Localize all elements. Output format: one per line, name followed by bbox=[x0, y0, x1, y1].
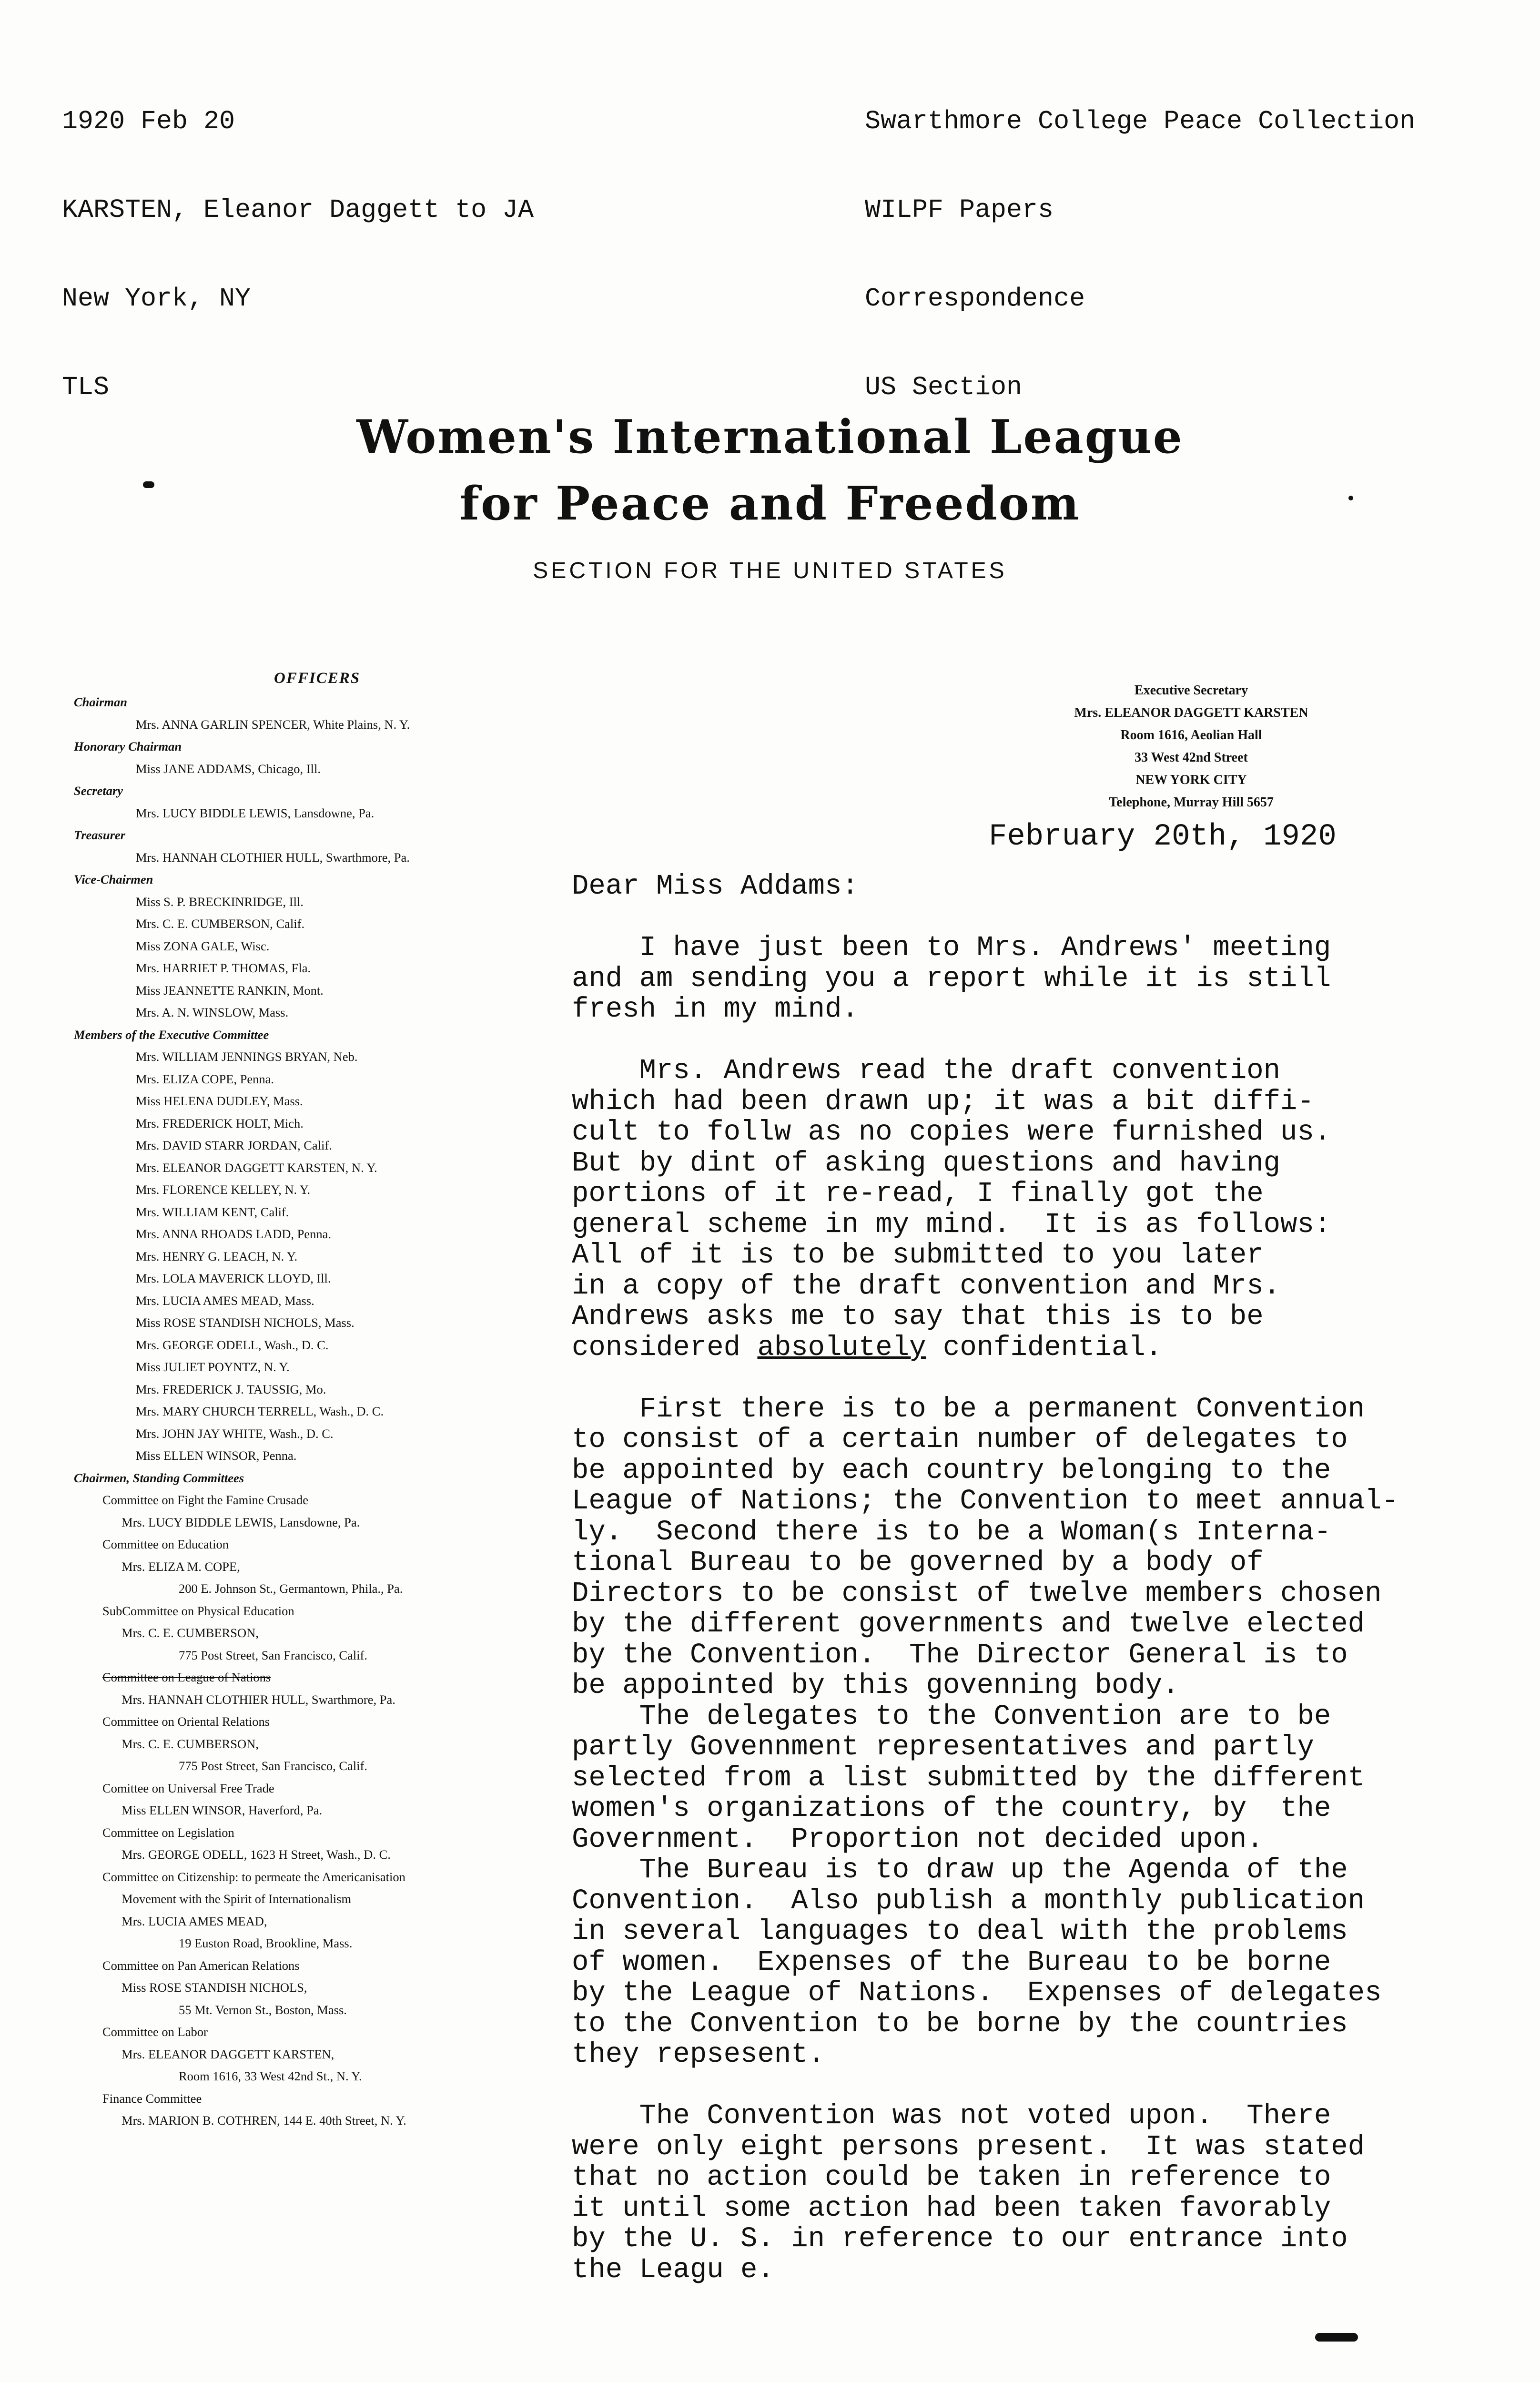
officers-entry-member: Mrs. ANNA GARLIN SPENCER, White Plains, N. Y. bbox=[136, 717, 410, 732]
officers-entry-cmember: Mrs. C. E. CUMBERSON, bbox=[122, 1736, 259, 1751]
officers-entry-cmember: Mrs. LUCIA AMES MEAD, bbox=[122, 1914, 267, 1928]
officers-entry-cmember: Mrs. GEORGE ODELL, 1623 H Street, Wash., D. C. bbox=[122, 1847, 391, 1862]
officers-entry-cmember: Mrs. HANNAH CLOTHIER HULL, Swarthmore, Pa. bbox=[122, 1692, 395, 1707]
letter-body bbox=[572, 871, 1506, 2285]
officers-entry-cmember: Miss ROSE STANDISH NICHOLS, bbox=[122, 1980, 307, 1995]
letter-line: the Leagu e. bbox=[572, 2253, 774, 2286]
officers-entry-member: Mrs. FREDERICK HOLT, Mich. bbox=[136, 1116, 304, 1130]
officers-entry-member: Mrs. WILLIAM KENT, Calif. bbox=[136, 1204, 289, 1219]
letter-line: they repsesent. bbox=[572, 2038, 825, 2070]
scan-mark bbox=[143, 481, 154, 488]
letter-line: considered absolutely confidential. bbox=[572, 1331, 1163, 1364]
officers-entry-member: Mrs. LUCY BIDDLE LEWIS, Lansdowne, Pa. bbox=[136, 805, 375, 820]
letter-line: Andrews asks me to say that this is to be bbox=[572, 1301, 1264, 1333]
officers-entry-cmember: Miss ELLEN WINSOR, Haverford, Pa. bbox=[122, 1803, 323, 1817]
citation-line: New York, NY bbox=[62, 284, 251, 314]
officers-entry-member: Miss JEANNETTE RANKIN, Mont. bbox=[136, 983, 324, 998]
officers-entry-strike: Committee on League of Nations bbox=[102, 1670, 271, 1684]
exec-line: Mrs. ELEANOR DAGGETT KARSTEN bbox=[1074, 705, 1308, 720]
officers-entry-committee: Committee on Legislation bbox=[102, 1825, 234, 1840]
officers-entry-member: Mrs. C. E. CUMBERSON, Calif. bbox=[136, 917, 305, 931]
scan-mark bbox=[1315, 2333, 1358, 2342]
letter-line: Directors to be consist of twelve members chosen bbox=[572, 1577, 1382, 1609]
officers-entry-address: Room 1616, 33 West 42nd St., N. Y. bbox=[179, 2069, 362, 2083]
officers-entry-committee: Comittee on Universal Free Trade bbox=[102, 1781, 274, 1795]
letter-line: and am sending you a report while it is still bbox=[572, 962, 1331, 995]
letter-line: general scheme in my mind. It is as follows: bbox=[572, 1208, 1331, 1241]
letter-line: were only eight persons present. It was stated bbox=[572, 2130, 1365, 2163]
officers-entry-cmember: Mrs. MARION B. COTHREN, 144 E. 40th Street, N. Y. bbox=[122, 2113, 406, 2128]
letter-line: But by dint of asking questions and having bbox=[572, 1147, 1281, 1179]
officers-entry-committee: Committee on Education bbox=[102, 1537, 229, 1551]
letter-line: which had been drawn up; it was a bit diffi- bbox=[572, 1085, 1314, 1118]
letter-line: The Bureau is to draw up the Agenda of the bbox=[572, 1854, 1348, 1886]
letter-line: Government. Proportion not decided upon. bbox=[572, 1823, 1264, 1855]
letter-line: All of it is to be submitted to you later bbox=[572, 1239, 1264, 1271]
officers-entry-member: Miss JANE ADDAMS, Chicago, Ill. bbox=[136, 761, 321, 776]
officers-entry-role: Members of the Executive Committee bbox=[74, 1027, 269, 1042]
officers-entry-committee: SubCommittee on Physical Education bbox=[102, 1603, 294, 1618]
officers-entry-address: 19 Euston Road, Brookline, Mass. bbox=[179, 1936, 353, 1950]
letter-line: to the Convention to be borne by the countries bbox=[572, 2007, 1348, 2040]
officers-entry-committee: Committee on Pan American Relations bbox=[102, 1958, 300, 1973]
letter-line: partly Govennment representatives and partly bbox=[572, 1731, 1314, 1763]
letter-line: I have just been to Mrs. Andrews' meeting bbox=[572, 932, 1331, 964]
officers-entry-member: Mrs. FREDERICK J. TAUSSIG, Mo. bbox=[136, 1382, 326, 1396]
collection-line: Correspondence bbox=[865, 284, 1085, 314]
letter-line: League of Nations; the Convention to meet annual- bbox=[572, 1485, 1398, 1517]
letter-line: Convention. Also publish a monthly publication bbox=[572, 1884, 1365, 1917]
officers-list bbox=[74, 691, 569, 2132]
officers-entry-member: Mrs. A. N. WINSLOW, Mass. bbox=[136, 1005, 289, 1019]
officers-entry-member: Mrs. JOHN JAY WHITE, Wash., D. C. bbox=[136, 1426, 334, 1441]
letter-line: to consist of a certain number of delegates to bbox=[572, 1424, 1348, 1456]
letter-line: Mrs. Andrews read the draft convention bbox=[572, 1055, 1281, 1087]
officers-entry-address: 200 E. Johnson St., Germantown, Phila., Pa. bbox=[179, 1581, 403, 1596]
executive-secretary-block bbox=[1020, 679, 1363, 814]
officers-entry-member: Mrs. ELIZA COPE, Penna. bbox=[136, 1071, 274, 1086]
officers-entry-address: 775 Post Street, San Francisco, Calif. bbox=[179, 1648, 367, 1662]
letter-blank-line bbox=[572, 1363, 1506, 1394]
letter-date: February 20th, 1920 bbox=[989, 820, 1337, 854]
letter-line: portions of it re-read, I finally got the bbox=[572, 1178, 1264, 1210]
officers-entry-member: Mrs. GEORGE ODELL, Wash., D. C. bbox=[136, 1337, 329, 1352]
citation-line: TLS bbox=[62, 372, 110, 402]
officers-entry-member: Mrs. MARY CHURCH TERRELL, Wash., D. C. bbox=[136, 1404, 384, 1418]
letterhead-title-line1: Women's International League bbox=[356, 410, 1184, 464]
letter-line: be appointed by each country belonging to the bbox=[572, 1454, 1331, 1487]
exec-line: Room 1616, Aeolian Hall bbox=[1120, 728, 1262, 743]
exec-line: NEW YORK CITY bbox=[1135, 773, 1247, 787]
underlined-word: absolutely bbox=[757, 1331, 926, 1364]
scan-mark bbox=[1348, 496, 1353, 500]
officers-entry-role: Chairmen, Standing Committees bbox=[74, 1470, 244, 1485]
officers-entry-member: Mrs. ELEANOR DAGGETT KARSTEN, N. Y. bbox=[136, 1160, 377, 1175]
letterhead-title-line2: for Peace and Freedom bbox=[459, 477, 1081, 530]
officers-entry-cmember: Mrs. LUCY BIDDLE LEWIS, Lansdowne, Pa. bbox=[122, 1515, 360, 1529]
letter-line: selected from a list submitted by the different bbox=[572, 1762, 1365, 1794]
letter-line: in several languages to deal with the problems bbox=[572, 1915, 1348, 1947]
officers-entry-member: Miss ELLEN WINSOR, Penna. bbox=[136, 1448, 297, 1463]
officers-entry-committee: Committee on Fight the Famine Crusade bbox=[102, 1493, 309, 1507]
citation-line: 1920 Feb 20 bbox=[62, 106, 235, 136]
officers-entry-member: Mrs. HENRY G. LEACH, N. Y. bbox=[136, 1249, 298, 1263]
letter-line: in a copy of the draft convention and Mrs. bbox=[572, 1270, 1281, 1302]
letter-line: by the League of Nations. Expenses of delegates bbox=[572, 1977, 1382, 2009]
officers-entry-member: Mrs. WILLIAM JENNINGS BRYAN, Neb. bbox=[136, 1049, 358, 1064]
letter-line: it until some action had been taken favorably bbox=[572, 2192, 1331, 2224]
letter-line: First there is to be a permanent Convention bbox=[572, 1393, 1365, 1425]
archive-citation-left bbox=[62, 48, 534, 461]
officers-entry-role: Treasurer bbox=[74, 828, 125, 842]
officers-entry-committee: Committee on Oriental Relations bbox=[102, 1714, 270, 1729]
letter-blank-line bbox=[572, 1025, 1506, 1056]
exec-line: 33 West 42nd Street bbox=[1135, 750, 1248, 765]
letterhead-section: SECTION FOR THE UNITED STATES bbox=[533, 558, 1007, 583]
letter-line: fresh in my mind. bbox=[572, 993, 859, 1025]
collection-line: WILPF Papers bbox=[865, 195, 1054, 225]
officers-entry-role: Vice-Chairmen bbox=[74, 872, 153, 886]
letter-line: by the different governments and twelve elected bbox=[572, 1608, 1365, 1640]
officers-entry-cmember: Mrs. ELIZA M. COPE, bbox=[122, 1559, 240, 1574]
citation-line: KARSTEN, Eleanor Daggett to JA bbox=[62, 195, 534, 225]
officers-entry-member: Miss JULIET POYNTZ, N. Y. bbox=[136, 1360, 290, 1374]
officers-entry-committee: Committee on Labor bbox=[102, 2025, 208, 2039]
officers-entry-committee: Finance Committee bbox=[102, 2091, 202, 2106]
officers-entry-role: Honorary Chairman bbox=[74, 739, 182, 754]
officers-entry-committee: Committee on Citizenship: to permeate the Americanisation bbox=[102, 1869, 405, 1884]
officers-heading: OFFICERS bbox=[274, 670, 361, 687]
officers-entry-member: Mrs. LOLA MAVERICK LLOYD, Ill. bbox=[136, 1271, 331, 1285]
letter-line: The delegates to the Convention are to be bbox=[572, 1700, 1331, 1732]
officers-entry-member: Miss HELENA DUDLEY, Mass. bbox=[136, 1094, 303, 1108]
letter-line: by the U. S. in reference to our entrance into bbox=[572, 2223, 1348, 2255]
exec-line: Executive Secretary bbox=[1134, 683, 1248, 698]
letter-line: The Convention was not voted upon. There bbox=[572, 2100, 1331, 2132]
officers-entry-member: Mrs. FLORENCE KELLEY, N. Y. bbox=[136, 1182, 311, 1197]
letter-line: women's organizations of the country, by the bbox=[572, 1792, 1331, 1824]
letter-line: of women. Expenses of the Bureau to be borne bbox=[572, 1946, 1331, 1978]
officers-entry-role: Chairman bbox=[74, 695, 127, 709]
officers-entry-member: Miss ROSE STANDISH NICHOLS, Mass. bbox=[136, 1315, 355, 1330]
letter-line: tional Bureau to be governed by a body of bbox=[572, 1547, 1264, 1578]
officers-entry-address: 775 Post Street, San Francisco, Calif. bbox=[179, 1759, 367, 1773]
letter-line: ly. Second there is to be a Woman(s Interna- bbox=[572, 1516, 1331, 1548]
officers-entry-member: Miss ZONA GALE, Wisc. bbox=[136, 938, 270, 953]
officers-entry-member: Mrs. HARRIET P. THOMAS, Fla. bbox=[136, 961, 311, 975]
letter-line: cult to follw as no copies were furnished us. bbox=[572, 1116, 1331, 1148]
exec-line: Telephone, Murray Hill 5657 bbox=[1109, 795, 1274, 810]
officers-entry-cmember: Mrs. ELEANOR DAGGETT KARSTEN, bbox=[122, 2047, 334, 2061]
letter-line: be appointed by this govenning body. bbox=[572, 1670, 1179, 1701]
officers-entry-member: Mrs. HANNAH CLOTHIER HULL, Swarthmore, Pa. bbox=[136, 850, 410, 865]
letter-blank-line bbox=[572, 902, 1506, 933]
officers-entry-cmember: Mrs. C. E. CUMBERSON, bbox=[122, 1626, 259, 1640]
letter-line: that no action could be taken in reference to bbox=[572, 2161, 1331, 2193]
letter-line: by the Convention. The Director General is to bbox=[572, 1639, 1348, 1671]
officers-entry-member: Mrs. DAVID STARR JORDAN, Calif. bbox=[136, 1138, 332, 1152]
letter-line: Dear Miss Addams: bbox=[572, 870, 859, 902]
officers-entry-role: Secretary bbox=[74, 784, 123, 798]
officers-entry-address: 55 Mt. Vernon St., Boston, Mass. bbox=[179, 2002, 347, 2017]
officers-entry-member: Mrs. LUCIA AMES MEAD, Mass. bbox=[136, 1293, 314, 1308]
collection-line: Swarthmore College Peace Collection bbox=[865, 106, 1416, 136]
officers-entry-member: Mrs. ANNA RHOADS LADD, Penna. bbox=[136, 1227, 332, 1241]
collection-line: US Section bbox=[865, 372, 1023, 402]
officers-entry-cmember: Movement with the Spirit of Internationalism bbox=[122, 1892, 352, 1906]
archive-citation-right bbox=[865, 48, 1415, 461]
officers-entry-member: Miss S. P. BRECKINRIDGE, Ill. bbox=[136, 894, 304, 909]
letter-blank-line bbox=[572, 2070, 1506, 2101]
